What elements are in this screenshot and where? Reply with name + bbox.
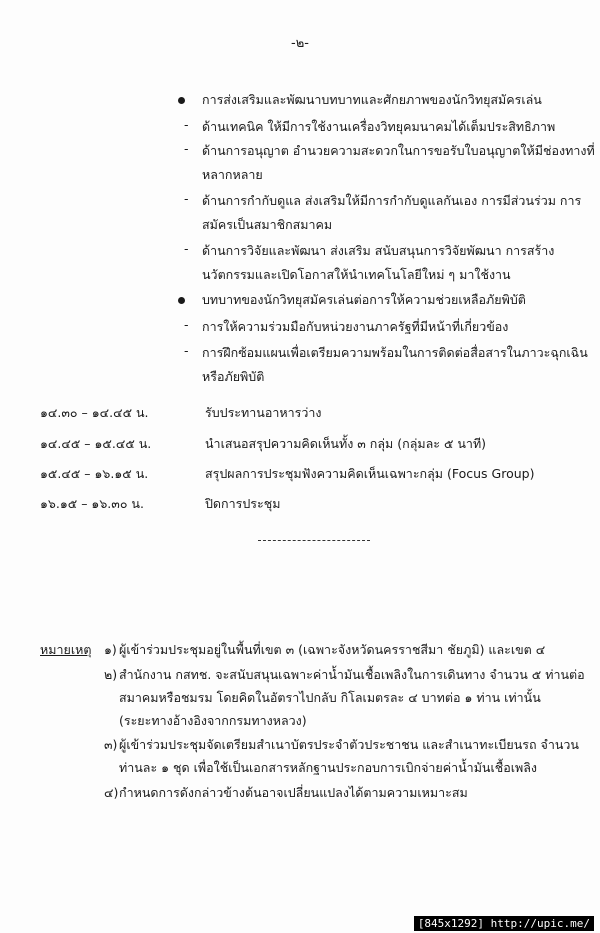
dash-icon: - (184, 343, 189, 358)
note-line: ท่านละ ๑ ชุด เพื่อใช้เป็นเอกสารหลักฐานประกอบการเบิกจ่ายค่าน้ำมันเชื้อเพลิง (119, 760, 538, 775)
list-item-cont: นวัตกรรมและเปิดโอกาสให้นำเทคโนโลยีใหม่ ๆ มาใช้งาน (202, 267, 511, 282)
list-item: ด้านเทคนิค ให้มีการใช้งานเครื่องวิทยุคมนาคมได้เต็มประสิทธิภาพ (202, 119, 556, 134)
note-line: ผู้เข้าร่วมประชุมจัดเตรียมสำเนาบัตรประจำตัวประชาชน และสำเนาทะเบียนรถ จำนวน (119, 737, 579, 752)
list-item: ด้านการอนุญาต อำนวยความสะดวกในการขอรับใบอนุญาตให้มีช่องทางที่ (202, 143, 595, 158)
schedule-time: ๑๔.๔๕ – ๑๕.๔๕ น. (40, 436, 152, 451)
note-number: ๓) (104, 737, 118, 752)
section-heading: บทบาทของนักวิทยุสมัครเล่นต่อการให้ความช่วยเหลือภัยพิบัติ (202, 292, 526, 307)
note-line: กำหนดการดังกล่าวข้างต้นอาจเปลี่ยนแปลงได้ตามความเหมาะสม (119, 785, 468, 800)
schedule-activity: นำเสนอสรุปความคิดเห็นทั้ง ๓ กลุ่ม (กลุ่มละ ๕ นาที) (205, 436, 487, 451)
schedule-activity: สรุปผลการประชุมฟังความคิดเห็นเฉพาะกลุ่ม (Focus Group) (205, 466, 535, 481)
list-item: การฝึกซ้อมแผนเพื่อเตรียมความพร้อมในการติดต่อสื่อสารในภาวะฉุกเฉิน (202, 345, 588, 360)
bullet-icon (178, 97, 185, 104)
watermark-link[interactable]: [845x1292] http://upic.me/ (414, 916, 594, 931)
note-line: สมาคมหรือชมรม โดยคิดในอัตราไปกลับ กิโลเมตรละ ๔ บาทต่อ ๑ ท่าน เท่านั้น (119, 690, 541, 705)
dash-icon: - (184, 317, 189, 332)
list-item: ด้านการวิจัยและพัฒนา ส่งเสริม สนับสนุนการวิจัยพัฒนา การสร้าง (202, 243, 555, 258)
list-item: ด้านการกำกับดูแล ส่งเสริมให้มีการกำกับดูแลกันเอง การมีส่วนร่วม การ (202, 193, 582, 208)
dash-icon: - (184, 191, 189, 206)
note-line: ผู้เข้าร่วมประชุมอยู่ในพื้นที่เขต ๓ (เฉพาะจังหวัดนครราชสีมา ชัยภูมิ) และเขต ๔ (119, 642, 546, 657)
list-item-cont: หรือภัยพิบัติ (202, 369, 265, 384)
note-number: ๒) (104, 667, 118, 682)
page-number: -๒- (291, 36, 309, 51)
dash-icon: - (184, 141, 189, 156)
dash-icon: - (184, 241, 189, 256)
bullet-icon (178, 297, 185, 304)
schedule-time: ๑๖.๑๕ – ๑๖.๓๐ น. (40, 496, 144, 511)
dash-icon: - (184, 117, 189, 132)
note-number: ๔) (104, 785, 119, 800)
schedule-time: ๑๕.๔๕ – ๑๖.๑๕ น. (40, 466, 149, 481)
list-item: การให้ความร่วมมือกับหน่วยงานภาครัฐที่มีหน้าที่เกี่ยวข้อง (202, 319, 509, 334)
section-heading: การส่งเสริมและพัฒนาบทบาทและศักยภาพของนักวิทยุสมัครเล่น (202, 92, 542, 107)
notes-label: หมายเหตุ (40, 642, 92, 657)
note-line: (ระยะทางอ้างอิงจากกรมทางหลวง) (119, 713, 307, 728)
note-number: ๑) (104, 642, 117, 657)
list-item-cont: หลากหลาย (202, 167, 263, 182)
note-line: สำนักงาน กสทช. จะสนับสนุนเฉพาะค่าน้ำมันเชื้อเพลิงในการเดินทาง จำนวน ๕ ท่านต่อ (119, 667, 585, 682)
schedule-time: ๑๔.๓๐ – ๑๔.๔๕ น. (40, 405, 149, 420)
schedule-activity: รับประทานอาหารว่าง (205, 405, 322, 420)
schedule-activity: ปิดการประชุม (205, 496, 281, 511)
list-item-cont: สมัครเป็นสมาชิกสมาคม (202, 217, 333, 232)
divider (258, 540, 370, 541)
